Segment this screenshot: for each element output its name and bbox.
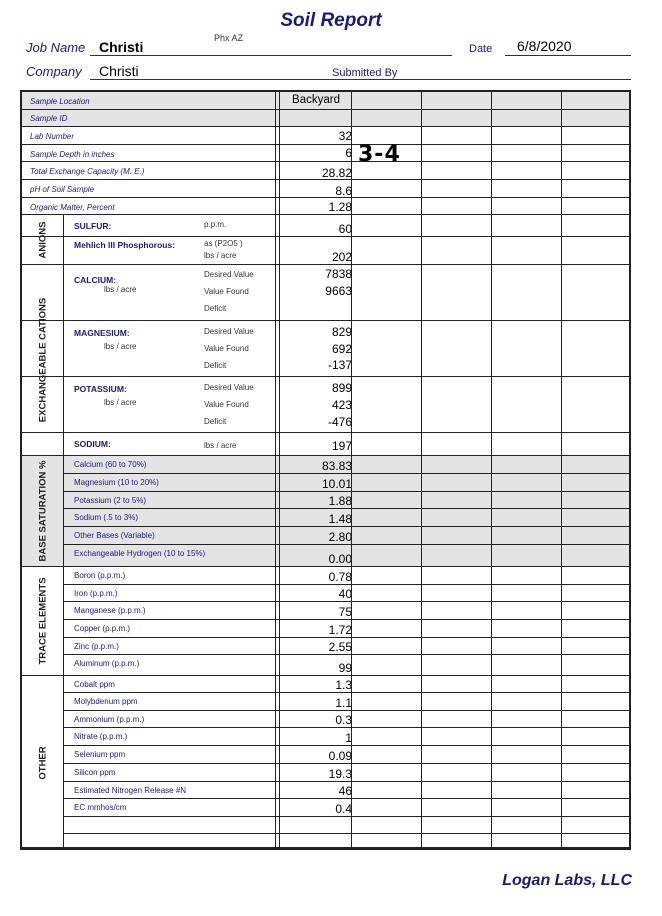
table-row: [64, 799, 629, 817]
lab-number-value: 32: [338, 129, 352, 143]
calcium-desired: 7838: [325, 267, 352, 281]
row-label: EC mmhos/cm: [74, 803, 127, 812]
found-label: Value Found: [204, 344, 249, 353]
row-value: 0.78: [328, 570, 352, 584]
element-label: POTASSIUM:: [74, 384, 127, 394]
row-label: Calcium (60 to 70%): [74, 460, 147, 469]
row-label: Selenium ppm: [74, 750, 126, 759]
group-label: EXCHANGEABLE CATIONS: [37, 297, 48, 423]
group-label: ANIONS: [37, 221, 48, 258]
potassium-desired: 899: [331, 381, 352, 395]
table-row: [64, 834, 629, 850]
column-divider: [351, 92, 352, 847]
table-row: [64, 693, 629, 711]
row-label: pH of Soil Sample: [30, 185, 95, 194]
job-name-label: Job Name: [26, 40, 86, 55]
row-value: 40: [338, 587, 352, 601]
row-organic-matter: [22, 198, 629, 215]
deficit-label: Deficit: [204, 361, 227, 370]
table-row: [64, 602, 629, 620]
element-label: MAGNESIUM:: [74, 328, 130, 338]
table-row: [64, 527, 629, 545]
row-phosphorous: [22, 237, 629, 265]
calcium-found: 9663: [325, 284, 352, 298]
row-label: Organic Matter, Percent: [30, 203, 115, 212]
row-label: Molybdenum ppm: [74, 697, 138, 706]
row-label: Estimated Nitrogen Release #N: [74, 786, 187, 795]
sample-depth-value: 6: [345, 146, 352, 160]
unit-label: lbs / acre: [104, 285, 137, 294]
row-value: 0.3: [335, 713, 352, 727]
row-value: 0.09: [328, 749, 352, 763]
element-label: SULFUR:: [74, 221, 112, 231]
sodium-value: 197: [331, 439, 352, 453]
table-row: [64, 746, 629, 764]
table-row: [64, 585, 629, 602]
date-underline: [505, 55, 631, 56]
group-trace-elements: [22, 567, 64, 676]
job-name-underline: [90, 55, 452, 56]
row-magnesium: [22, 321, 629, 377]
row-value: 1.1: [335, 696, 352, 710]
row-label: Sample ID: [30, 114, 68, 123]
table-row: [64, 638, 629, 655]
row-label: Iron (p.p.m.): [74, 589, 118, 598]
company-value: Christi: [99, 63, 139, 79]
row-label: Sample Location: [30, 97, 90, 106]
row-ph: [22, 180, 629, 198]
potassium-found: 423: [331, 398, 352, 412]
desired-label: Desired Value: [204, 270, 254, 279]
column-divider: [561, 92, 562, 847]
table-row: [64, 764, 629, 782]
location-note: Phx AZ: [214, 33, 244, 43]
table-row: [64, 456, 629, 474]
group-label: TRACE ELEMENTS: [37, 577, 48, 665]
unit-label: lbs / acre: [104, 342, 137, 351]
row-label: Other Bases (Variable): [74, 531, 155, 540]
row-label: Cobalt ppm: [74, 680, 115, 689]
group-label: BASE SATURATION %: [37, 460, 48, 562]
row-value: 2.80: [328, 530, 352, 544]
desired-label: Desired Value: [204, 327, 254, 336]
row-value: 83.83: [321, 459, 352, 473]
unit-label: as (P2O5 ): [204, 239, 243, 248]
row-label: Manganese (p.p.m.): [74, 606, 146, 615]
row-value: 0.4: [335, 802, 352, 816]
column-divider: [421, 92, 422, 847]
tec-value: 28.82: [321, 166, 352, 180]
row-lab-number: [22, 127, 629, 145]
found-label: Value Found: [204, 287, 249, 296]
table-row: [64, 492, 629, 509]
company-underline: [90, 79, 631, 80]
row-sample-depth: [22, 145, 629, 162]
magnesium-found: 692: [331, 342, 352, 356]
group-other: [22, 676, 64, 849]
job-name-value: Christi: [99, 39, 144, 55]
row-calcium: [22, 265, 629, 321]
deficit-label: Deficit: [204, 304, 227, 313]
row-label: Sodium (.5 to 3%): [74, 513, 139, 522]
column-divider-double: [275, 92, 280, 847]
group-base-saturation: [22, 456, 64, 567]
table-row: [64, 620, 629, 638]
submitted-by-label: Submitted By: [332, 67, 398, 79]
row-sample-location: [22, 92, 629, 110]
row-sodium: [22, 433, 629, 456]
report-title: Soil Report: [280, 10, 382, 31]
date-label: Date: [469, 43, 493, 55]
handwritten-note: 3-4: [358, 142, 401, 167]
table-row: [64, 782, 629, 799]
footer-company: Logan Labs, LLC: [502, 872, 632, 889]
column-divider: [491, 92, 492, 847]
sample-location-value: Backyard: [292, 94, 340, 106]
potassium-deficit: -476: [327, 415, 352, 429]
row-label: Zinc (p.p.m.): [74, 642, 119, 651]
row-label: Nitrate (p.p.m.): [74, 732, 128, 741]
row-sample-id: [22, 110, 629, 127]
table-row: [64, 711, 629, 728]
unit-label: p.p.m.: [204, 220, 227, 229]
unit-label: lbs / acre: [204, 441, 237, 450]
row-value: 19.3: [328, 767, 352, 781]
element-label: SODIUM:: [74, 439, 111, 449]
magnesium-desired: 829: [331, 325, 352, 339]
row-label: Ammonium (p.p.m.): [74, 715, 145, 724]
unit-label: lbs / acre: [104, 398, 137, 407]
element-label: CALCIUM:: [74, 275, 117, 285]
row-value: 46: [338, 784, 352, 798]
row-value: 10.01: [321, 477, 352, 491]
row-value: 1: [345, 731, 352, 745]
unit-label: lbs / acre: [204, 251, 237, 260]
row-label: Silicon ppm: [74, 768, 116, 777]
date-value: 6/8/2020: [517, 38, 572, 54]
company-label: Company: [26, 64, 82, 79]
row-value: 1.48: [328, 512, 352, 526]
found-label: Value Found: [204, 400, 249, 409]
phosphorous-value: 202: [331, 250, 352, 264]
table-row: [64, 817, 629, 834]
row-label: Aluminum (p.p.m.): [74, 659, 140, 668]
row-label: Potassium (2 to 5%): [74, 496, 147, 505]
row-value: 1.72: [328, 623, 352, 637]
row-label: Exchangeable Hydrogen (10 to 15%): [74, 549, 206, 558]
row-label: Boron (p.p.m.): [74, 571, 126, 580]
row-label: Magnesium (10 to 20%): [74, 478, 159, 487]
row-value: 99: [338, 661, 352, 675]
row-label: Sample Depth in inches: [30, 150, 115, 159]
row-total-exchange-capacity: [22, 162, 629, 180]
sulfur-value: 60: [338, 222, 352, 236]
row-label: Total Exchange Capacity (M. E.): [30, 167, 145, 176]
magnesium-deficit: -137: [327, 358, 352, 372]
table-row: [64, 728, 629, 746]
table-row: [64, 655, 629, 676]
row-value: 1.3: [335, 678, 352, 692]
row-sulfur: [22, 215, 629, 237]
table-row: [64, 474, 629, 492]
row-value: 0.00: [328, 552, 352, 566]
ph-value: 8.6: [335, 184, 352, 198]
deficit-label: Deficit: [204, 417, 227, 426]
row-value: 75: [338, 605, 352, 619]
table-row: [64, 567, 629, 585]
organic-matter-value: 1.28: [328, 200, 352, 214]
group-label: OTHER: [37, 745, 48, 780]
table-row: [64, 509, 629, 527]
row-potassium: [22, 377, 629, 433]
table-row: [64, 676, 629, 693]
desired-label: Desired Value: [204, 383, 254, 392]
soil-report-table: [20, 90, 631, 850]
row-label: Lab Number: [30, 132, 75, 141]
row-label: Copper (p.p.m.): [74, 624, 131, 633]
row-value: 2.55: [328, 640, 352, 654]
table-row: [64, 545, 629, 567]
row-value: 1.88: [328, 494, 352, 508]
element-label: Mehlich III Phosphorous:: [74, 240, 176, 250]
